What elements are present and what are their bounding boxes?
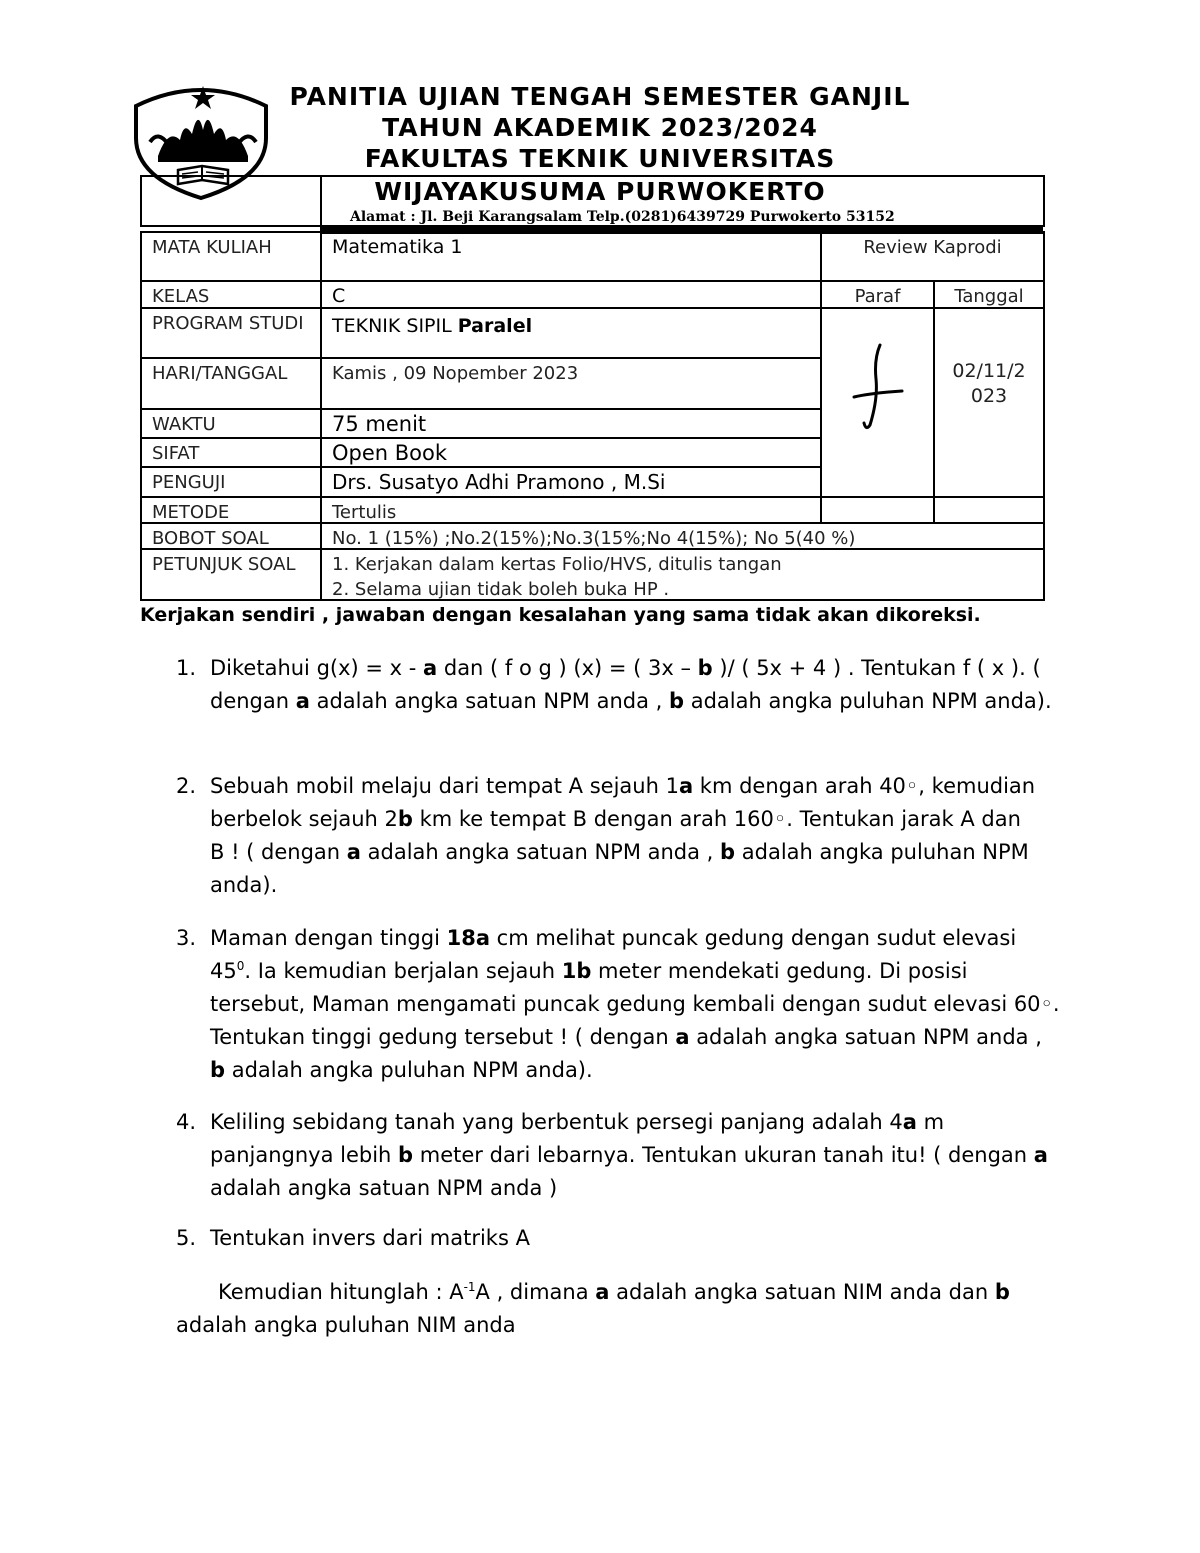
waktu-value: 75 menit — [320, 408, 822, 439]
question-5-number: 5. — [176, 1226, 197, 1250]
kelas-value: C — [320, 280, 822, 309]
paraf-cell — [820, 307, 935, 498]
bobot-value: No. 1 (15%) ;No.2(15%);No.3(15%;No 4(15%); No 5(40 %) — [320, 522, 1045, 550]
question-3-number: 3. — [176, 926, 197, 950]
question-3: 3. Maman dengan tinggi 18a cm melihat puncak gedung dengan sudut elevasi $45^0$. Ia kemudian berjalan sejauh 1b meter mendekati gedung. Di posisi tersebut, Maman mengamati puncak gedung kembali dengan sudut elevasi 60◦. Tentukan tinggi gedung tersebut ! ( dengan a adalah angka satuan NPM anda , b adalah angka puluhan NPM anda). — [176, 922, 1076, 1087]
program-studi-bold: Paralel — [457, 315, 533, 337]
review-kaprodi: Review Kaprodi — [820, 231, 1045, 282]
instruction-text: Kerjakan sendiri , jawaban dengan kesalahan yang sama tidak akan dikoreksi. — [140, 604, 981, 626]
program-studi-text: TEKNIK SIPIL — [332, 315, 452, 337]
program-studi-label: PROGRAM STUDI — [140, 307, 322, 359]
hari-tanggal-value: Kamis , 09 Nopember 2023 — [320, 357, 822, 410]
petunjuk-item-1: 1. Kerjakan dalam kertas Folio/HVS, ditulis tangan — [332, 554, 782, 575]
bobot-label: BOBOT SOAL — [140, 522, 322, 550]
penguji-value: Drs. Susatyo Adhi Pramono , M.Si — [320, 466, 822, 498]
question-1: 1. Diketahui g(x) = x - a dan ( f o g ) (x) = ( 3x – b )/ ( 5x + 4 ) . Tentukan f ( x ). ( dengan a adalah angka satuan NPM anda , b adalah angka puluhan NPM anda). — [176, 652, 1076, 718]
signature — [832, 339, 927, 439]
question-5-followup: Kemudian hitunglah : $A^{-1}A$ , dimana a adalah angka satuan NIM anda dan b adalah angka puluhan NIM anda — [176, 1280, 1010, 1337]
sifat-value: Open Book — [320, 437, 822, 468]
kelas-label: KELAS — [140, 280, 322, 309]
sifat-label: SIFAT — [140, 437, 322, 468]
mata-kuliah-value: Matematika 1 — [320, 231, 822, 282]
metode-label: METODE — [140, 496, 322, 524]
paraf-header: Paraf — [820, 280, 935, 309]
petunjuk-label: PETUNJUK SOAL — [140, 548, 322, 601]
question-2: 2. Sebuah mobil melaju dari tempat A sejauh 1a km dengan arah 40◦, kemudian berbelok sejauh 2b km ke tempat B dengan arah 160◦. Tentukan jarak A dan B ! ( dengan a adalah angka satuan NPM anda , b adalah angka puluhan NPM anda). — [176, 770, 1076, 902]
penguji-label: PENGUJI — [140, 466, 322, 498]
header-line-3: FAKULTAS TEKNIK UNIVERSITAS — [364, 144, 836, 173]
question-2-number: 2. — [176, 774, 197, 798]
metode-empty-1 — [820, 496, 935, 524]
question-1-number: 1. — [176, 656, 197, 680]
question-4: 4. Keliling sebidang tanah yang berbentuk persegi panjang adalah 4a m panjangnya lebih b meter dari lebarnya. Tentukan ukuran tanah itu! ( dengan a adalah angka satuan NPM anda ) — [176, 1106, 1076, 1205]
header-line-2: TAHUN AKADEMIK 2023/2024 — [382, 113, 818, 142]
question-5 — [176, 1222, 1076, 1255]
header-line-1: PANITIA UJIAN TENGAH SEMESTER GANJIL — [289, 82, 911, 111]
waktu-label: WAKTU — [140, 408, 322, 439]
petunjuk-value — [320, 548, 1045, 601]
program-studi-value — [320, 307, 822, 359]
question-4-number: 4. — [176, 1110, 197, 1134]
petunjuk-item-2: 2. Selama ujian tidak boleh buka HP . — [332, 579, 670, 600]
question-5-text: Tentukan invers dari matriks A — [210, 1226, 530, 1250]
tanggal-header: Tanggal — [933, 280, 1045, 309]
header-line-4: WIJAYAKUSUMA PURWOKERTO — [374, 177, 826, 206]
tanggal-value: 02/11/2023 — [952, 360, 1026, 407]
hari-tanggal-label: HARI/TANGGAL — [140, 357, 322, 410]
metode-empty-2 — [933, 496, 1045, 524]
metode-value: Tertulis — [320, 496, 822, 524]
address-line: Alamat : Jl. Beji Karangsalam Telp.(0281)6439729 Purwokerto 53152 — [350, 209, 895, 225]
mata-kuliah-label: MATA KULIAH — [140, 231, 322, 282]
tanggal-cell — [933, 307, 1045, 498]
